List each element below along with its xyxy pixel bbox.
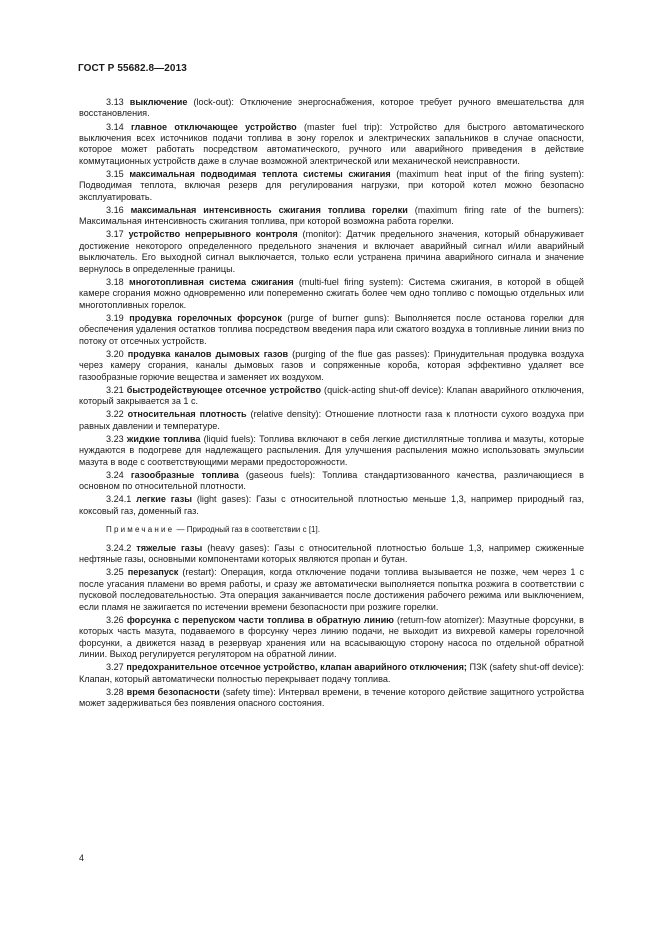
document-header: ГОСТ Р 55682.8—2013	[78, 63, 187, 74]
definition-term: максимальная интенсивность сжигания топлива горелки	[130, 204, 408, 215]
definition-item	[79, 543, 584, 566]
definition-term: жидкие топлива	[126, 433, 201, 444]
definition-item	[79, 409, 584, 432]
definition-item	[79, 385, 584, 408]
definition-number: 3.15	[106, 168, 124, 179]
definition-item	[79, 97, 584, 120]
definition-number: 3.28	[106, 686, 124, 697]
definition-item	[79, 470, 584, 493]
definition-text: (master fuel trip): Устройство для быстрого автоматического выключения всех источников подачи топлива в зону горелок и электрических запальников в случае опасности, которое может работать посредством автоматического, ручного или аварийного приведения в действие коммутационных устройств даже в случае возможной электрической или механической неисправности.	[79, 121, 584, 166]
definition-term: газообразные топлива	[130, 469, 239, 480]
definition-text: (gaseous fuels): Топлива стандартизованного качества, различающиеся в основном по относительной плотности.	[79, 469, 584, 492]
definition-term: тяжелые газы	[136, 542, 203, 553]
definition-text: (quick-acting shut-off device): Клапан аварийного отключения, который закрывается за 1 с.	[79, 384, 585, 407]
definition-item	[79, 313, 584, 347]
definition-term: продувка горелочных форсунок	[129, 312, 282, 323]
definition-number: 3.23	[106, 433, 124, 444]
definition-text: (return-fow atomizer): Мазутные форсунки, в которых часть мазута, подаваемого в форсунку через линию подачи, не выходит из вихревой камеры горелочной форсунки, а движется назад в резервуар хранения или на всасывающую сторону насоса по отдельной обратной линии. Выход регулируется регулятором на обратной линии.	[79, 614, 584, 660]
definition-text: (light gases): Газы с относительной плотностью меньше 1,3, например природный газ, коксовый газ, доменный газ.	[79, 494, 584, 516]
definition-term: легкие газы	[136, 494, 192, 505]
definition-number: 3.14	[106, 121, 124, 132]
page-number: 4	[79, 853, 85, 863]
definition-term: максимальная подводимая теплота системы сжигания	[129, 168, 391, 179]
definitions-list-1	[79, 97, 584, 517]
definition-number: 3.24.2	[106, 542, 132, 553]
definition-item	[79, 494, 584, 517]
definition-number: 3.19	[106, 312, 124, 323]
definition-text: (restart): Операция, когда отключение подачи топлива вызывается не позже, чем через 1 с после угасания пламени во время работы, и сразу же автоматически выполняется попытка розжига в соответствии с пусковой последовательностью. Эта операция заканчивается после достижения рабочего режима или выключением, если пламя не зажигается по истечении времени безопасности при розжиге горелки.	[79, 567, 584, 612]
definition-text: (purging of the flue gas passes): Принудительная продувка воздуха через камеру сгорания, каналы дымовых газов и сопряженные короба, которая эффективно удаляет все газообразные горючие вещества и заменяет их воздухом.	[79, 348, 584, 382]
note-text: — Природный газ в соответствии с [1].	[174, 524, 320, 534]
definition-term: продувка каналов дымовых газов	[127, 348, 289, 359]
definition-term: относительная плотность	[127, 409, 247, 420]
definition-text: (relative density): Отношение плотности газа к плотности сухого воздуха при равных давлении и температуре.	[79, 409, 584, 431]
definition-text: (lock-out): Отключение энергоснабжения, которое требует ручного вмешательства для восстановления.	[79, 97, 584, 119]
definition-number: 3.22	[106, 409, 124, 420]
definition-term: предохранительное отсечное устройство, клапан аварийного отключения;	[126, 662, 467, 673]
definition-number: 3.17	[106, 229, 124, 240]
definition-text: (multi-fuel firing system): Система сжигания, в которой в общей камере сгорания можно одновременно или попеременно сжигать более чем одно топливо с помощью отдельных или многотопливных горелок.	[79, 276, 585, 310]
definition-term: быстродействующее отсечное устройство	[126, 384, 322, 395]
note-label: Примечание	[106, 524, 175, 534]
definition-term: главное отключающее устройство	[130, 121, 297, 132]
definition-text: ПЗК (safety shut-off device): Клапан, который автоматически полностью перекрывает подачу топлива.	[79, 662, 585, 684]
definition-item	[79, 662, 584, 685]
definition-term: устройство непрерывного контроля	[128, 229, 298, 240]
definition-text: (purge of burner guns): Выполняется после останова горелки для обеспечения удаления остатков топлива посредством введения пара или сжатого воздуха в топливные линии вниз по потоку от отсечных устройств.	[79, 312, 585, 346]
definition-item	[79, 687, 584, 710]
definition-number: 3.21	[106, 384, 124, 395]
definition-text: (liquid fuels): Топлива включают в себя легкие дистиллятные топлива и мазуты, которые нуждаются в подогреве для надлежащего распыления. Для улучшения распыления можно использовать эмульсии мазута в воде с соответствующими мерами предосторожности.	[79, 433, 585, 467]
definition-number: 3.20	[106, 348, 124, 359]
definition-item	[79, 434, 584, 468]
definition-number: 3.18	[106, 276, 124, 287]
definition-item	[79, 615, 584, 661]
definition-text: (heavy gases): Газы с относительной плотностью больше 1,3, например сжиженные нефтяные газы, основными компонентами которых являются пропан и бутан.	[79, 542, 585, 565]
definition-term: многотопливная система сжигания	[129, 276, 294, 287]
definition-item	[79, 567, 584, 613]
document-body	[79, 97, 584, 710]
definition-number: 3.16	[106, 204, 124, 215]
definition-text: (monitor): Датчик предельного значения, который обнаруживает достижение некоторого определенного предельного значения и включает аварийный сигнал и/или аварийный выключатель. Его выходной сигнал выключается, только если устранена причина аварийного сигнала и значение вернулось в определенные границы.	[79, 229, 584, 274]
definition-item	[79, 122, 584, 168]
definition-item	[79, 277, 584, 311]
definition-term: перезапуск	[127, 567, 179, 578]
definition-number: 3.13	[106, 97, 124, 107]
definition-item	[79, 229, 584, 275]
definition-text: (safety time): Интервал времени, в течение которого действие защитного устройства может задерживаться без появления опасного состояния.	[79, 686, 585, 709]
definition-number: 3.24.1	[106, 494, 132, 505]
definitions-list-2	[79, 543, 584, 710]
definition-number: 3.24	[106, 469, 124, 480]
definition-number: 3.26	[106, 614, 124, 625]
definition-text: (maximum heat input of the firing system): Подводимая теплота, включая резерв для регулирования нагрузки, при которой котел можно безопасно эксплуатировать.	[79, 168, 584, 202]
definition-item	[79, 205, 584, 228]
definition-term: время безопасности	[126, 686, 220, 697]
definition-item	[79, 169, 584, 203]
definition-item	[79, 349, 584, 383]
definition-term: форсунка с перепуском части топлива в обратную линию	[126, 614, 394, 625]
note	[79, 525, 584, 535]
definition-term: выключение	[129, 97, 188, 107]
definition-number: 3.27	[106, 662, 124, 673]
definition-text: (maximum firing rate of the burners): Максимальная интенсивность сжигания топлива, при которой возможна работа горелки.	[79, 204, 585, 227]
definition-number: 3.25	[106, 567, 124, 578]
